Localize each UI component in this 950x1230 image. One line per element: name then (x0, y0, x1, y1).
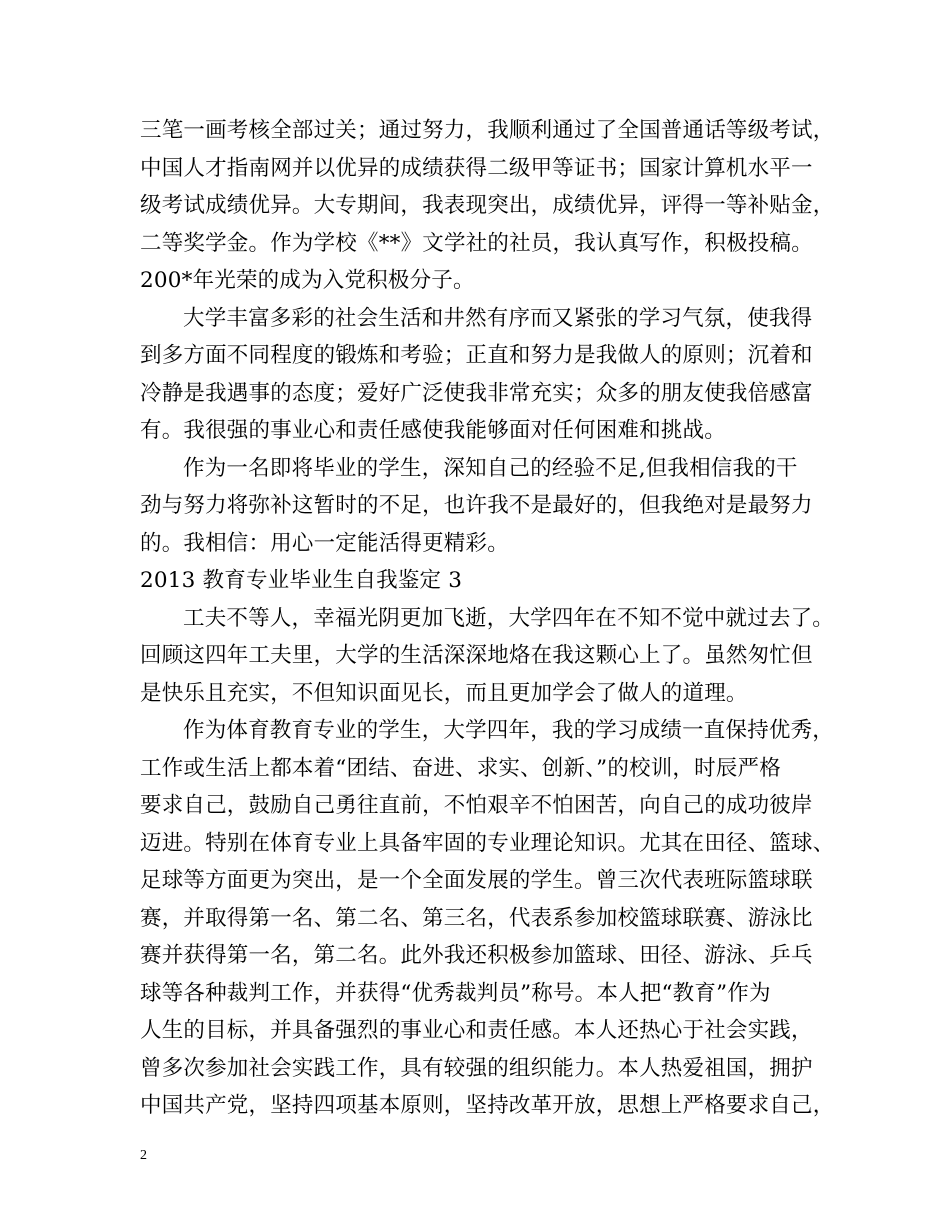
text-line: 人生的目标，并具备强烈的事业心和责任感。本人还热心于社会实践， (140, 1018, 813, 1043)
paragraph-first-line: 工夫不等人，幸福光阴更加飞逝，大学四年在不知不觉中就过去了。 (183, 605, 835, 631)
text-line: 要求自己，鼓励自己勇往直前，不怕艰辛不怕困苦，向自己的成功彼岸 (140, 793, 813, 818)
paragraph-first-line: 大学丰富多彩的社会生活和井然有序而又紧张的学习气氛，使我得 (183, 305, 813, 331)
text-line: 到多方面不同程度的锻炼和考验；正直和努力是我做人的原则；沉着和 (140, 343, 813, 368)
text-line: 的。我相信：用心一定能活得更精彩。 (140, 530, 509, 556)
text-line: 足球等方面更为突出，是一个全面发展的学生。曾三次代表班际篮球联 (140, 868, 813, 893)
text-line: 曾多次参加社会实践工作，具有较强的组织能力。本人热爱祖国，拥护 (140, 1055, 813, 1081)
text-line: 劲与努力将弥补这暂时的不足，也许我不是最好的，但我绝对是最努力 (140, 493, 813, 518)
text-line: 中国人才指南网并以优异的成绩获得二级甲等证书；国家计算机水平一 (140, 155, 813, 181)
text-line: 有。我很强的事业心和责任感使我能够面对任何困难和挑战。 (140, 418, 726, 443)
text-line: 回顾这四年工夫里，大学的生活深深地烙在我这颗心上了。虽然匆忙但 (140, 643, 813, 668)
text-line: 二等奖学金。作为学校《**》文学社的社员，我认真写作，积极投稿。 (140, 230, 813, 256)
document-body (140, 112, 835, 1125)
text-line: 级考试成绩优异。大专期间，我表现突出，成绩优异，评得一等补贴金， (140, 193, 835, 218)
paragraph-first-line: 作为一名即将毕业的学生，深知自己的经验不足,但我相信我的干 (183, 455, 798, 481)
text-line: 三笔一画考核全部过关；通过努力，我顺利通过了全国普通话等级考试， (140, 118, 835, 143)
text-line: 冷静是我遇事的态度；爱好广泛使我非常充实；众多的朋友使我倍感富 (140, 380, 813, 406)
paragraph-first-line: 作为体育教育专业的学生，大学四年，我的学习成绩一直保持优秀， (183, 718, 835, 743)
text-line: 赛并获得第一名，第二名。此外我还积极参加篮球、田径、游泳、乒乓 (140, 943, 813, 968)
page-number: 2 (140, 1148, 147, 1163)
text-line: 是快乐且充实，不但知识面见长，而且更加学会了做人的道理。 (140, 680, 748, 706)
text-line: 球等各种裁判工作，并获得“优秀裁判员”称号。本人把“教育”作为 (140, 980, 771, 1006)
text-line: 中国共产党，坚持四项基本原则，坚持改革开放，思想上严格要求自己， (140, 1093, 835, 1118)
text-line: 迈进。特别在体育专业上具备牢固的专业理论知识。尤其在田径、篮球、 (140, 830, 835, 856)
text-line: 200*年光荣的成为入党积极分子。 (140, 268, 475, 293)
text-line: 2013 教育专业毕业生自我鉴定 3 (140, 568, 463, 593)
text-line: 赛，并取得第一名、第二名、第三名，代表系参加校篮球联赛、游泳比 (140, 905, 813, 931)
text-line: 工作或生活上都本着“团结、奋进、求实、创新、”的校训，时辰严格 (140, 755, 781, 781)
